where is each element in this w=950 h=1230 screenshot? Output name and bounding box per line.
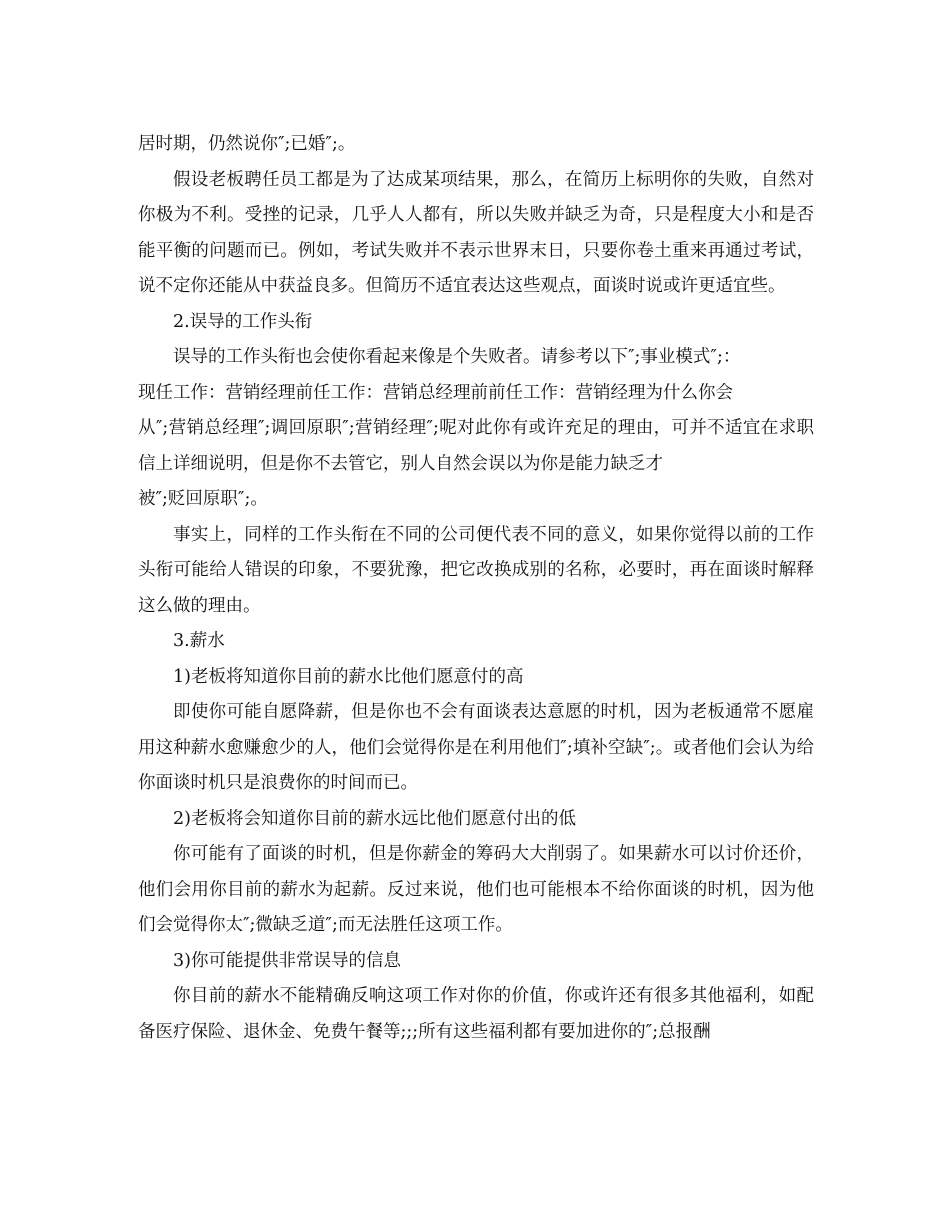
paragraph: 误导的工作头衔也会使你看起来像是个失败者。请参考以下″;事业模式″;： bbox=[173, 347, 741, 367]
subsection-heading: 3)你可能提供非常误导的信息 bbox=[173, 950, 401, 971]
paragraph: 居时期，仍然说你″;已婚″;。 bbox=[138, 134, 356, 154]
paragraph: 事实上，同样的工作头衔在不同的公司便代表不同的意义，如果你觉得以前的工作头衔可能给人错误的印象，不要犹豫，把它改换成别的名称，必要时，再在面谈时解释这么做的理由。 bbox=[138, 524, 814, 616]
paragraph: 假设老板聘任员工都是为了达成某项结果，那么，在简历上标明你的失败，自然对你极为不利。受挫的记录，几乎人人都有，所以失败并缺乏为奇，只是程度大小和是否能平衡的问题而已。例如，考试失败并不表示世界末日，只要你卷土重来再通过考试，说不定你还能从中获益良多。但简历不适宜表达这些观点，面谈时说或许更适宜些。 bbox=[138, 169, 814, 296]
section-heading: 2.误导的工作头衔 bbox=[173, 311, 313, 332]
subsection-heading: 1)老板将知道你目前的薪水比他们愿意付的高 bbox=[173, 666, 524, 687]
paragraph: 你目前的薪水不能精确反响这项工作对你的价值，你或许还有很多其他福利，如配备医疗保险、退休金、免费午餐等;;;所有这些福利都有要加进你的″;总报酬 bbox=[138, 986, 814, 1042]
document-body bbox=[138, 127, 814, 1050]
section-heading: 3.薪水 bbox=[173, 631, 225, 651]
subsection-heading: 2)老板将会知道你目前的薪水远比他们愿意付出的低 bbox=[173, 808, 576, 829]
paragraph: 被″;贬回原职″;。 bbox=[138, 489, 268, 509]
paragraph: 即使你可能自愿降薪，但是你也不会有面谈表达意愿的时机，因为老板通常不愿雇用这种薪水愈赚愈少的人，他们会觉得你是在利用他们″;填补空缺″;。或者他们会认为给你面谈时机只是浪费你的时间而已。 bbox=[138, 702, 814, 793]
paragraph: 从″;营销总经理″;调回原职″;营销经理″;呢对此你有或许充足的理由，可并不适宜在求职信上详细说明，但是你不去管它，别人自然会误以为你是能力缺乏才 bbox=[138, 418, 814, 474]
paragraph: 你可能有了面谈的时机，但是你薪金的筹码大大削弱了。如果薪水可以讨价还价，他们会用你目前的薪水为起薪。反过来说，他们也可能根本不给你面谈的时机，因为他们会觉得你太″;微缺乏道″;而无法胜任这项工作。 bbox=[138, 844, 814, 935]
paragraph: 现任工作：营销经理前任工作：营销总经理前前任工作：营销经理为什么你会 bbox=[138, 382, 733, 403]
